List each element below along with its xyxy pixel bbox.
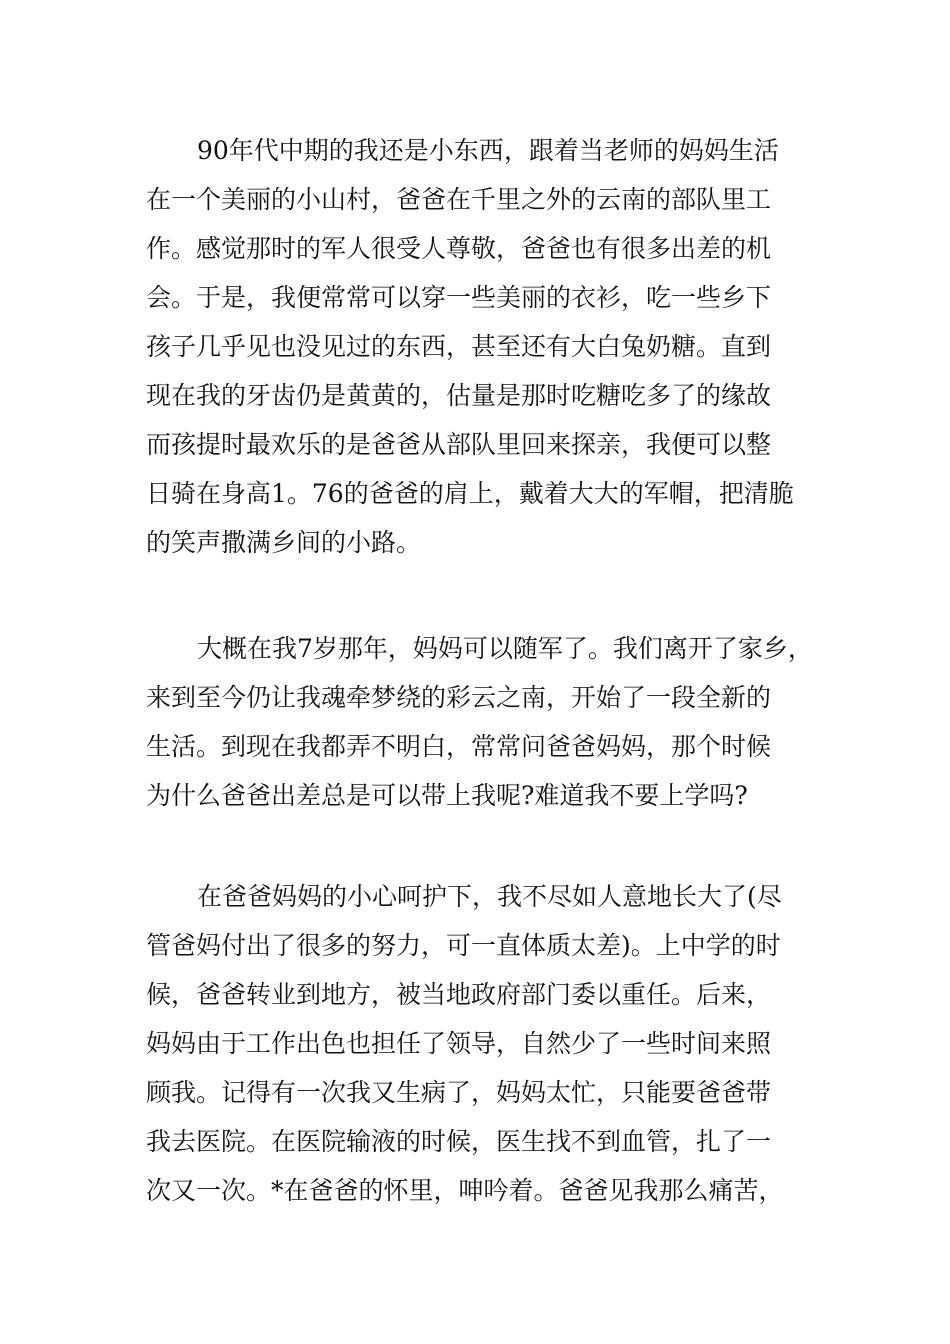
paragraph-line: 来到至今仍让我魂牵梦绕的彩云之南，开始了一段全新的 [146,683,772,712]
paragraph-line: 会。于是，我便常常可以穿一些美丽的衣衫，吃一些乡下 [146,283,772,312]
paragraph-line: 管爸妈付出了很多的努力，可一直体质太差)。上中学的时 [146,931,781,960]
paragraph-line: 次又一次。*在爸爸的怀里，呻吟着。爸爸见我那么痛苦， [146,1176,784,1205]
paragraph-line: 的笑声撒满乡间的小路。 [146,528,422,557]
paragraph-line: 我去医院。在医院输液的时候，医生找不到血管，扎了一 [146,1127,772,1156]
paragraph-line: 而孩提时最欢乐的是爸爸从部队里回来探亲，我便可以整 [146,430,772,459]
paragraph-line: 作。感觉那时的军人很受人尊敬，爸爸也有很多出差的机 [146,234,772,263]
paragraph-line: 90年代中期的我还是小东西，跟着当老师的妈妈生活 [197,136,779,165]
paragraph-line: 孩子几乎见也没见过的东西，甚至还有大白兔奶糖。直到 [146,332,772,361]
paragraph-line: 生活。到现在我都弄不明白，常常问爸爸妈妈，那个时候 [146,732,772,761]
paragraph-line: 在一个美丽的小山村，爸爸在千里之外的云南的部队里工 [146,185,772,214]
paragraph-hospital-memory [146,872,826,1215]
paragraph-line: 大概在我7岁那年，妈妈可以随军了。我们离开了家乡， [197,634,813,663]
paragraph-move-to-yunnan [146,624,826,820]
paragraph-line: 妈妈由于工作出色也担任了领导，自然少了一些时间来照 [146,1029,772,1058]
paragraph-line: 候，爸爸转业到地方，被当地政府部门委以重任。后来， [146,980,772,1009]
paragraph-line: 日骑在身高1。76的爸爸的肩上，戴着大大的军帽，把清脆 [146,479,794,508]
paragraph-line: 现在我的牙齿仍是黄黄的，估量是那时吃糖吃多了的缘故 [146,381,772,410]
paragraph-childhood-village [146,126,826,567]
paragraph-line: 顾我。记得有一次我又生病了，妈妈太忙，只能要爸爸带 [146,1078,772,1107]
paragraph-line: 为什么爸爸出差总是可以带上我呢?难道我不要上学吗? [146,781,748,810]
paragraph-line: 在爸爸妈妈的小心呵护下，我不尽如人意地长大了(尽 [197,882,782,911]
